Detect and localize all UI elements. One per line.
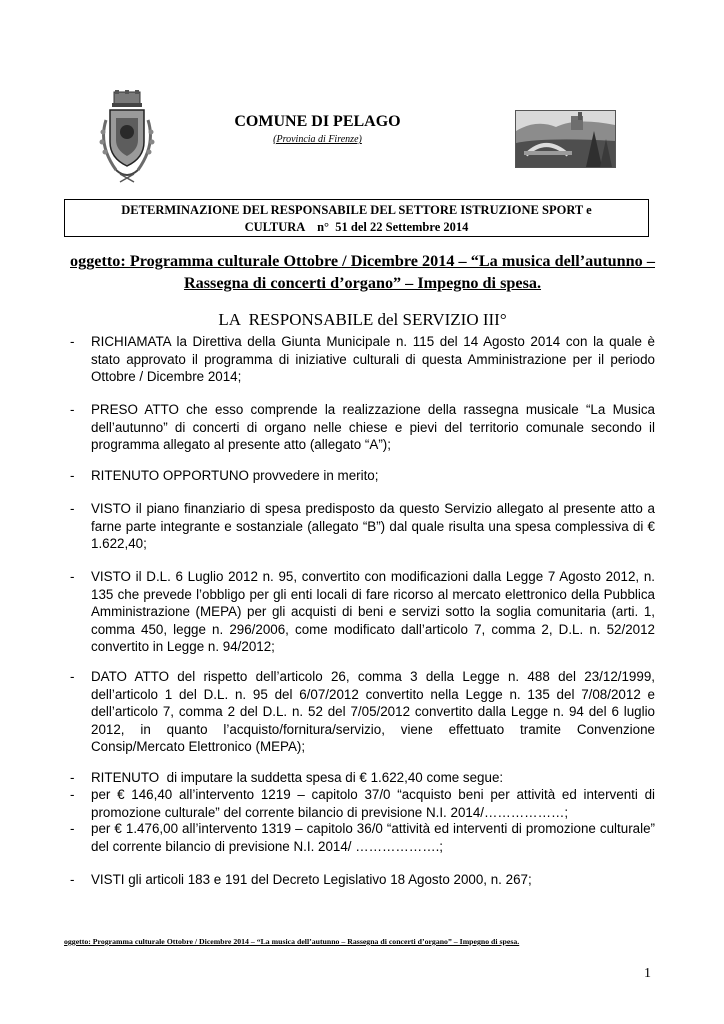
list-item-text: RICHIAMATA la Direttiva della Giunta Municipale n. 115 del 14 Agosto 2014 con la quale è stato approvato il programma di iniziative culturali di questa Amministrazione per il periodo Ottobre / Dicembre 2014;: [91, 334, 655, 385]
list-item-text: PRESO ATTO che esso comprende la realizzazione della rassegna musicale “La Musica dell’autunno” di concerti di organo nelle chiese e pievi del territorio comunale secondo il programma allegato al presente atto (allegato “A”);: [91, 402, 655, 453]
footer-note: oggetto: Programma culturale Ottobre / Dicembre 2014 – “La musica dell’autunno – Rassegna di concerti d’organo” – Impegno di spesa.: [64, 937, 520, 946]
list-item: [70, 668, 655, 756]
list-item-text: VISTI gli articoli 183 e 191 del Decreto Legislativo 18 Agosto 2000, n. 267;: [91, 872, 532, 887]
list-item-text: RITENUTO OPPORTUNO provvedere in merito;: [91, 468, 379, 483]
list-dash: -: [70, 669, 75, 684]
landscape-photo: [515, 110, 616, 168]
list-item-text: VISTO il piano finanziario di spesa predisposto da questo Servizio allegato al presente atto a farne parte integrante e sostanziale (allegato “B”) dal quale risulta una spesa complessiva di € 1.622,40;: [91, 501, 655, 552]
list-item: [70, 820, 655, 855]
coat-of-arms-icon: [94, 90, 160, 186]
list-dash: -: [70, 501, 75, 516]
list-item: [70, 568, 655, 656]
list-item: [70, 871, 655, 889]
list-item: [70, 786, 655, 821]
list-item-text: VISTO il D.L. 6 Luglio 2012 n. 95, convertito con modificazioni dalla Legge 7 Agosto 2012, n. 135 che prevede l’obbligo per gli enti locali di fare ricorso al mercato elettronico della Pubblica Amministrazione (MEPA) per gli acquisti di beni e servizi sotto la soglia comunitaria (arti. 1, comma 450, legge n. 296/2006, come modificato dall’articolo 7, comma 2, D.L. n. 52/2012 convertito in Legge n. 94/2012;: [91, 569, 655, 655]
list-dash: -: [70, 468, 75, 483]
list-item: [70, 769, 655, 787]
list-dash: -: [70, 569, 75, 584]
list-item-text: per € 146,40 all’intervento 1219 – capitolo 37/0 “acquisto beni per attività ed interventi di promozione culturale” del corrente bilancio di previsione N.I. 2014/………………;: [91, 787, 655, 820]
determinazione-box: [64, 199, 649, 237]
list-dash: -: [70, 770, 75, 785]
oggetto-heading: oggetto: Programma culturale Ottobre / Dicembre 2014 – “La musica dell’autunno – Rassegna di concerti d’organo” – Impegno di spesa.: [70, 252, 655, 292]
list-dash: -: [70, 402, 75, 417]
list-dash: -: [70, 872, 75, 887]
determinazione-line-1: DETERMINAZIONE DEL RESPONSABILE DEL SETTORE ISTRUZIONE SPORT e: [121, 203, 592, 217]
list-item-text: DATO ATTO del rispetto dell’articolo 26, comma 3 della Legge n. 488 del 23/12/1999, dell’articolo 1 del D.L. n. 95 del 6/07/2012 convertito nella Legge n. 135 del 7/08/2012 e dell’articolo 7, comma 2 del D.L. n. 52 del 7/05/2012 convertito dalla Legge n. 94 del 6 luglio 2012, in quanto l’acquisto/fornitura/servizio, viene effettuato tramite Convenzione Consip/Mercato Elettronico (MEPA);: [91, 669, 655, 755]
list-item: [70, 333, 655, 386]
determinazione-line-2: CULTURA n° 51 del 22 Settembre 2014: [244, 220, 469, 234]
list-item: [70, 467, 655, 485]
list-dash: -: [70, 334, 75, 349]
list-item-text: RITENUTO di imputare la suddetta spesa di € 1.622,40 come segue:: [91, 770, 504, 785]
list-item-text: per € 1.476,00 all’intervento 1319 – capitolo 36/0 “attività ed interventi di promozione culturale” del corrente bilancio di previsione N.I. 2014/ ……………….;: [91, 821, 655, 854]
comune-title: COMUNE DI PELAGO: [234, 113, 401, 130]
list-dash: -: [70, 821, 75, 836]
list-item: [70, 401, 655, 454]
responsabile-title: LA RESPONSABILE del SERVIZIO III°: [218, 310, 507, 329]
provincia-subtitle: (Provincia di Firenze): [273, 134, 362, 145]
list-item: [70, 500, 655, 553]
page-number: 1: [644, 966, 651, 981]
list-dash: -: [70, 787, 75, 802]
